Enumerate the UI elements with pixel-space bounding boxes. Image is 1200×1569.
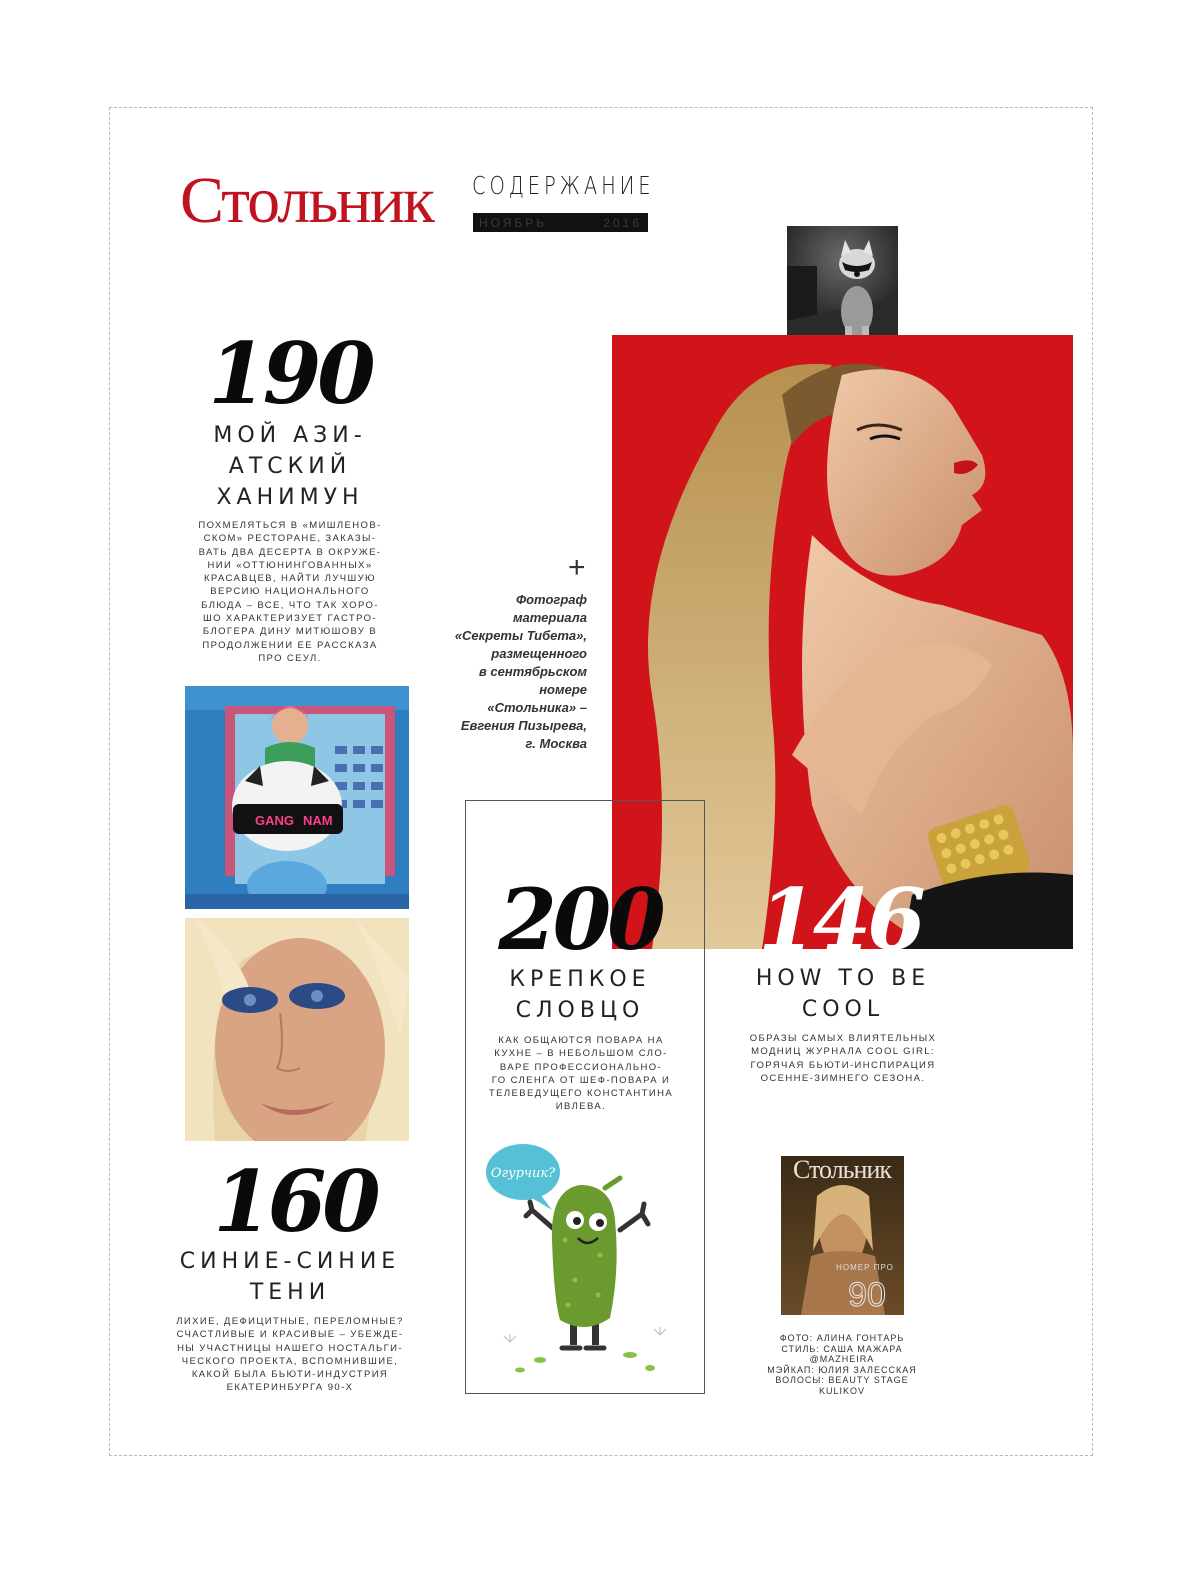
blurb-line: ШО ХАРАКТЕРИЗУЕТ ГАСТРО- [203, 613, 377, 625]
blurb-line: ГОРЯЧАЯ БЬЮТИ-ИНСПИРАЦИЯ [750, 1059, 936, 1071]
credit-line: МЭЙКАП: ЮЛИЯ ЗАЛЕССКАЯ [767, 1364, 917, 1375]
raccoon-photo [787, 226, 898, 336]
blue-makeup-photo [185, 918, 409, 1141]
title-line: ТЕНИ [249, 1280, 331, 1305]
title-line: АТСКИЙ [228, 454, 352, 479]
story-146-page-number[interactable]: 146 [758, 870, 922, 969]
blurb-line: ЧЕСКОГО ПРОЕКТА, ВСПОМНИВШИЕ, [181, 1355, 399, 1367]
caption-line: материала [512, 610, 587, 625]
credit-line: ФОТО: АЛИНА ГОНТАРЬ [779, 1333, 905, 1343]
title-line: МОЙ АЗИ- [213, 423, 367, 448]
svg-text:GANG: GANG [255, 813, 294, 828]
blurb-line: ВАРЕ ПРОФЕССИОНАЛЬНО- [499, 1061, 663, 1073]
photographer-caption [430, 591, 587, 753]
credit-line: @MAZHEIRA [809, 1354, 875, 1364]
caption-line: г. Москва [525, 736, 587, 751]
mini-cover-issue-number: 90 [848, 1276, 886, 1314]
blurb-line: ТЕЛЕВЕДУЩЕГО КОНСТАНТИНА [488, 1088, 674, 1100]
story-200-page-number[interactable]: 200 [498, 870, 662, 969]
blurb-line: ЕКАТЕРИНБУРГА 90-Х [226, 1382, 354, 1394]
issue-year: 2016 [603, 215, 642, 230]
blurb-line: ЛИХИЕ, ДЕФИЦИТНЫЕ, ПЕРЕЛОМНЫЕ? [176, 1316, 404, 1327]
title-line: СЛОВЦО [515, 998, 645, 1023]
title-line: КРЕПКОЕ [509, 967, 651, 992]
story-200-blurb [478, 1034, 684, 1114]
plus-icon: + [568, 551, 586, 584]
issue-month: НОЯБРЬ [479, 215, 548, 230]
credit-line: СТИЛЬ: САША МАЖАРА [781, 1343, 903, 1354]
story-190-page-number[interactable]: 190 [208, 324, 372, 423]
story-190-title[interactable] [190, 420, 390, 513]
story-200-title[interactable] [475, 964, 685, 1026]
bubble-text: Огурчик? [490, 1166, 556, 1181]
blurb-line: ПРО СЕУЛ. [258, 652, 322, 664]
blurb-line: ВЕРСИЮ НАЦИОНАЛЬНОГО [210, 586, 370, 598]
blurb-line: ПРОДОЛЖЕНИИ ЕЕ РАССКАЗА [202, 639, 378, 651]
blurb-line: СКОМ» РЕСТОРАНЕ, ЗАКАЗЫ- [203, 533, 377, 545]
blurb-line: ОБРАЗЫ САМЫХ ВЛИЯТЕЛЬНЫХ [749, 1033, 937, 1044]
story-160-blurb [170, 1315, 410, 1395]
blurb-line: КАКОЙ БЫЛА БЬЮТИ-ИНДУСТРИЯ [191, 1369, 389, 1381]
blurb-line: КРАСАВЦЕВ, НАЙТИ ЛУЧШУЮ [203, 573, 377, 585]
story-160-title[interactable] [175, 1246, 405, 1308]
blurb-line: БЛОГЕРА ДИНУ МИТЮШОВУ В [202, 626, 378, 638]
issue-date-bar [473, 213, 648, 232]
blurb-line: ОСЕННЕ-ЗИМНЕГО СЕЗОНА. [760, 1072, 926, 1084]
blurb-line: ГО СЛЕНГА ОТ ШЕФ-ПОВАРА И [491, 1074, 671, 1086]
story-160-page-number[interactable]: 160 [213, 1152, 377, 1251]
caption-line: размещенного [491, 646, 587, 661]
blurb-line: ПОХМЕЛЯТЬСЯ В «МИШЛЕНОВ- [198, 520, 382, 531]
mini-cover[interactable] [781, 1156, 904, 1315]
title-line: ХАНИМУН [216, 485, 364, 510]
contents-title: СОДЕРЖАНИЕ [472, 171, 655, 200]
blurb-line: ИВЛЕВА. [555, 1101, 607, 1113]
blurb-line: КАК ОБЩАЮТСЯ ПОВАРА НА [498, 1035, 664, 1046]
story-146-blurb [738, 1032, 948, 1085]
seoul-photo [185, 686, 409, 909]
blurb-line: НИИ «ОТТЮНИНГОВАННЫХ» [207, 559, 373, 571]
blurb-line: БЛЮДА – ВСЕ, ЧТО ТАК ХОРО- [201, 599, 379, 611]
story-190-blurb [180, 519, 400, 665]
cucumber-illustration [480, 1130, 690, 1380]
caption-line: в сентябрьском [478, 664, 587, 679]
magazine-logo: Стольник [180, 164, 433, 237]
title-line: HOW TO BE [755, 966, 931, 991]
story-146-title[interactable] [738, 963, 948, 1025]
caption-line: «Стольника» – [487, 700, 587, 715]
blurb-line: КУХНЕ – В НЕБОЛЬШОМ СЛО- [494, 1048, 668, 1060]
title-line: СИНИЕ-СИНИЕ [179, 1249, 401, 1274]
mini-cover-issue-label: НОМЕР ПРО [836, 1263, 894, 1272]
mini-cover-logo: Стольник [793, 1156, 891, 1184]
title-line: COOL [801, 997, 885, 1022]
caption-line: «Секреты Тибета», [454, 628, 587, 643]
credit-line: ВОЛОСЫ: BEAUTY STAGE [775, 1375, 909, 1385]
cover-credits [762, 1333, 922, 1396]
blurb-line: ВАТЬ ДВА ДЕСЕРТА В ОКРУЖЕ- [198, 546, 382, 558]
svg-text:NAM: NAM [303, 813, 333, 828]
caption-line: номере [539, 682, 587, 697]
blurb-line: МОДНИЦ ЖУРНАЛА COOL GIRL: [751, 1046, 935, 1058]
caption-line: Фотограф [515, 592, 587, 607]
credit-line: KULIKOV [818, 1385, 865, 1396]
blurb-line: СЧАСТЛИВЫЕ И КРАСИВЫЕ – УБЕЖДЕ- [176, 1329, 404, 1341]
caption-line: Евгения Пизырева, [460, 718, 587, 733]
blurb-line: НЫ УЧАСТНИЦЫ НАШЕГО НОСТАЛЬГИ- [177, 1342, 403, 1354]
